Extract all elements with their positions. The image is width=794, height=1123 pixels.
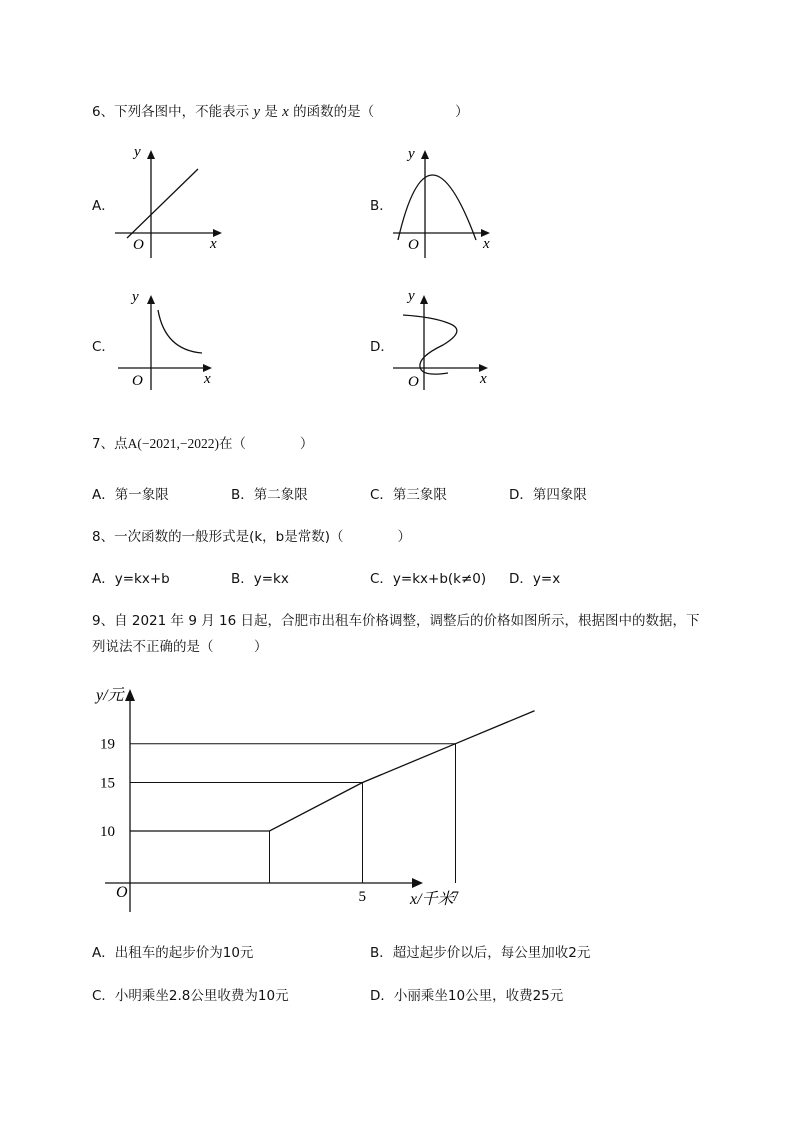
q6-graph-c <box>110 285 230 395</box>
q6-a-x-label: x <box>210 236 217 252</box>
x-axis-arrow <box>412 878 423 888</box>
chart-xlabel: x/千米 <box>410 891 454 908</box>
q9-option-d: D．小丽乘坐10公里，收费25元 <box>370 988 564 1004</box>
q6-var-y: y <box>253 104 261 120</box>
q8-option-a: A．y=kx+b <box>92 571 170 587</box>
y-tick-label: 15 <box>100 775 115 792</box>
q9-option-b: B．超过起步价以后，每公里加收2元 <box>370 945 591 961</box>
q6-d-y-label: y <box>408 288 415 304</box>
q6-a-y-label: y <box>134 144 141 160</box>
q6-a-origin: O <box>133 237 144 253</box>
fare-line <box>130 711 535 831</box>
y-axis-arrow <box>125 689 135 701</box>
q6-d-x-label: x <box>480 371 487 387</box>
q9-option-c: C．小明乘坐2.8公里收费为10元 <box>92 988 289 1004</box>
q8-option-b: B．y=kx <box>231 571 289 587</box>
q8-option-c: C．y=kx+b(k≠0) <box>370 571 487 587</box>
q6-d-origin: O <box>408 374 419 390</box>
q6-suffix: 的函数的是（ ） <box>288 104 469 120</box>
q7-point: A(−2021,−2022) <box>127 436 219 451</box>
q7-prefix: 7、点 <box>92 436 128 452</box>
q7-option-d: D．第四象限 <box>509 487 587 503</box>
q9-option-a: A．出租车的起步价为10元 <box>92 945 254 961</box>
q8-stem: 8、一次函数的一般形式是(k，b是常数)（ ） <box>92 529 412 545</box>
q6-graph-d <box>388 285 508 395</box>
q6-option-c-label: C． <box>92 339 115 355</box>
y-tick-label: 10 <box>100 824 115 840</box>
chart-origin: O <box>116 884 128 901</box>
y-tick-label: 19 <box>100 736 115 753</box>
q6-b-x-label: x <box>483 236 490 252</box>
q6-graph-a <box>110 140 230 260</box>
q9-stem-line1: 9、自 2021 年 9 月 16 日起，合肥市出租车价格调整，调整后的价格如图所示，根据图中的数据，下 <box>92 613 700 629</box>
taxi-fare-chart <box>90 680 470 920</box>
q6-b-origin: O <box>408 237 419 253</box>
chart-ylabel: y/元 <box>96 687 124 704</box>
q7-suffix: 在（ ） <box>218 436 314 452</box>
q9-stem-line2: 列说法不正确的是（ ） <box>92 639 268 655</box>
q6-option-d-label: D． <box>370 339 394 355</box>
q6-b-y-label: y <box>408 146 415 162</box>
q6-c-x-label: x <box>204 371 211 387</box>
q8-option-d: D．y=x <box>509 571 561 587</box>
q6-prefix: 6、下列各图中，不能表示 <box>92 104 254 120</box>
q6-c-origin: O <box>132 373 143 389</box>
q6-option-a-label: A． <box>92 198 115 214</box>
q7-stem <box>92 432 313 452</box>
q6-option-b-label: B． <box>370 198 393 214</box>
q6-c-y-label: y <box>132 289 139 305</box>
q6-graph-b <box>388 140 508 260</box>
q6-mid: 是 <box>260 104 283 120</box>
q7-option-b: B．第二象限 <box>231 487 308 503</box>
q6-var-x: x <box>282 104 289 120</box>
x-tick-label: 7 <box>451 889 459 905</box>
q6-stem <box>92 100 469 121</box>
q7-option-c: C．第三象限 <box>370 487 447 503</box>
q7-option-a: A．第一象限 <box>92 487 169 503</box>
x-tick-label: 5 <box>358 889 366 905</box>
